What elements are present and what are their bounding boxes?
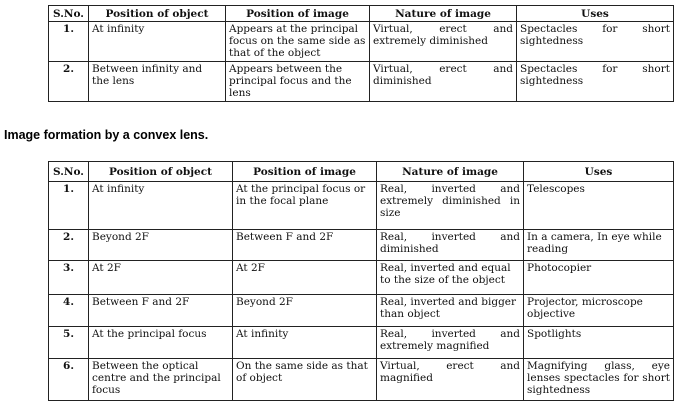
cell-uses: Magnifying glass, eye lenses spectacles for short sightedness bbox=[524, 359, 674, 401]
cell-object-position: At infinity bbox=[89, 22, 226, 62]
cell-image-position: Beyond 2F bbox=[233, 295, 377, 327]
cell-object-position: At 2F bbox=[89, 261, 233, 295]
table-row bbox=[49, 230, 674, 261]
cell-image-nature: Virtual, erect and diminished bbox=[370, 62, 517, 102]
cell-uses: Spotlights bbox=[524, 327, 674, 359]
cell-image-nature: Virtual, erect and extremely diminished bbox=[370, 22, 517, 62]
cell-image-position: Appears between the principal focus and the lens bbox=[226, 62, 370, 102]
cell-image-nature: Real, inverted and equal to the size of the object bbox=[377, 261, 524, 295]
table-row bbox=[49, 359, 674, 401]
cell-uses: Photocopier bbox=[524, 261, 674, 295]
cell-sno: 2. bbox=[49, 230, 89, 261]
cell-uses: Spectacles for short sightedness bbox=[517, 62, 674, 102]
header-image-nature: Nature of image bbox=[370, 6, 517, 22]
header-image-position: Position of image bbox=[233, 162, 377, 182]
cell-object-position: Between infinity and the lens bbox=[89, 62, 226, 102]
cell-image-position: Between F and 2F bbox=[233, 230, 377, 261]
cell-image-nature: Real, inverted and diminished bbox=[377, 230, 524, 261]
table-row bbox=[49, 295, 674, 327]
cell-sno: 3. bbox=[49, 261, 89, 295]
header-image-nature: Nature of image bbox=[377, 162, 524, 182]
cell-uses: In a camera, In eye while reading bbox=[524, 230, 674, 261]
cell-image-position: Appears at the principal focus on the same side as that of the object bbox=[226, 22, 370, 62]
table-header-row bbox=[49, 6, 674, 22]
header-object-position: Position of object bbox=[89, 6, 226, 22]
concave-lens-table bbox=[48, 5, 674, 102]
cell-uses: Telescopes bbox=[524, 182, 674, 230]
table-row bbox=[49, 22, 674, 62]
cell-sno: 1. bbox=[49, 182, 89, 230]
table-row bbox=[49, 62, 674, 102]
cell-object-position: Between F and 2F bbox=[89, 295, 233, 327]
cell-sno: 5. bbox=[49, 327, 89, 359]
table-header-row bbox=[49, 162, 674, 182]
header-uses: Uses bbox=[524, 162, 674, 182]
cell-sno: 4. bbox=[49, 295, 89, 327]
cell-image-position: At infinity bbox=[233, 327, 377, 359]
convex-lens-table bbox=[48, 161, 674, 401]
cell-image-nature: Real, inverted and extremely diminished in size bbox=[377, 182, 524, 230]
cell-image-position: On the same side as that of object bbox=[233, 359, 377, 401]
header-image-position: Position of image bbox=[226, 6, 370, 22]
cell-object-position: Between the optical centre and the principal focus bbox=[89, 359, 233, 401]
cell-sno: 6. bbox=[49, 359, 89, 401]
cell-image-position: At 2F bbox=[233, 261, 377, 295]
header-uses: Uses bbox=[517, 6, 674, 22]
cell-object-position: At the principal focus bbox=[89, 327, 233, 359]
cell-uses: Spectacles for short sightedness bbox=[517, 22, 674, 62]
cell-image-position: At the principal focus or in the focal plane bbox=[233, 182, 377, 230]
header-sno: S.No. bbox=[49, 162, 89, 182]
cell-object-position: At infinity bbox=[89, 182, 233, 230]
table-row bbox=[49, 327, 674, 359]
header-object-position: Position of object bbox=[89, 162, 233, 182]
cell-image-nature: Real, inverted and extremely magnified bbox=[377, 327, 524, 359]
table-row bbox=[49, 261, 674, 295]
header-sno: S.No. bbox=[49, 6, 89, 22]
cell-image-nature: Virtual, erect and magnified bbox=[377, 359, 524, 401]
cell-object-position: Beyond 2F bbox=[89, 230, 233, 261]
cell-sno: 2. bbox=[49, 62, 89, 102]
cell-uses: Projector, microscope objective bbox=[524, 295, 674, 327]
table-row bbox=[49, 182, 674, 230]
cell-image-nature: Real, inverted and bigger than object bbox=[377, 295, 524, 327]
cell-sno: 1. bbox=[49, 22, 89, 62]
section-caption: Image formation by a convex lens. bbox=[4, 128, 209, 142]
